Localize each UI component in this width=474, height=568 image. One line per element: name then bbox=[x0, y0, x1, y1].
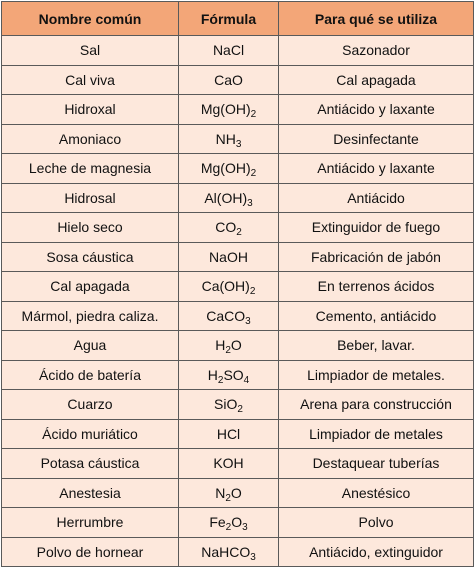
use-cell: Polvo bbox=[279, 508, 474, 538]
formula-symbol: O bbox=[231, 514, 243, 531]
use-cell: Antiácido bbox=[279, 183, 474, 213]
formula-cell bbox=[179, 331, 279, 361]
formula-symbol: Fe bbox=[209, 514, 226, 531]
table-row bbox=[2, 183, 474, 213]
formula-subscript: 3 bbox=[245, 315, 251, 327]
formula-subscript: 2 bbox=[225, 345, 231, 357]
table-row bbox=[2, 95, 474, 125]
table-row bbox=[2, 478, 474, 508]
formula-symbol: CaCO bbox=[206, 307, 246, 324]
common-name-cell: Polvo de hornear bbox=[2, 537, 179, 567]
common-name-cell: Hidroxal bbox=[2, 95, 179, 125]
table-row bbox=[2, 124, 474, 154]
formula-symbol: NaHCO bbox=[201, 543, 251, 560]
formula-symbol: H bbox=[207, 366, 218, 383]
formula-subscript: 2 bbox=[225, 522, 232, 534]
formula-subscript: 2 bbox=[237, 404, 243, 416]
formula-symbol: H bbox=[215, 337, 226, 354]
table-row bbox=[2, 331, 474, 361]
use-cell: Cemento, antiácido bbox=[279, 301, 474, 331]
header-formula: Fórmula bbox=[179, 2, 279, 36]
formula-symbol: NaOH bbox=[209, 248, 248, 265]
formula-cell bbox=[179, 360, 279, 390]
formula-symbol: Mg(OH) bbox=[200, 160, 251, 177]
table-row bbox=[2, 390, 474, 420]
formula-symbol: Al(OH) bbox=[204, 189, 248, 206]
common-name-cell: Cal viva bbox=[2, 65, 179, 95]
table-row bbox=[2, 272, 474, 302]
formula-symbol: NH bbox=[215, 130, 236, 147]
table-row bbox=[2, 242, 474, 272]
common-name-cell: Cal apagada bbox=[2, 272, 179, 302]
formula-symbol: N bbox=[215, 484, 226, 501]
formula-cell bbox=[179, 478, 279, 508]
common-name-cell: Ácido de batería bbox=[2, 360, 179, 390]
common-name-cell: Amoniaco bbox=[2, 124, 179, 154]
table-row bbox=[2, 65, 474, 95]
common-name-cell: Hielo seco bbox=[2, 213, 179, 243]
table-row bbox=[2, 360, 474, 390]
common-name-cell: Hidrosal bbox=[2, 183, 179, 213]
formula-symbol: SO bbox=[223, 366, 244, 383]
formula-cell bbox=[179, 213, 279, 243]
common-name-cell: Sosa cáustica bbox=[2, 242, 179, 272]
formula-cell bbox=[179, 65, 279, 95]
formula-cell bbox=[179, 508, 279, 538]
formula-symbol: Mg(OH) bbox=[200, 101, 251, 118]
formula-cell bbox=[179, 537, 279, 567]
formula-cell bbox=[179, 183, 279, 213]
common-name-cell: Leche de magnesia bbox=[2, 154, 179, 184]
common-name-cell: Potasa cáustica bbox=[2, 449, 179, 479]
table-row bbox=[2, 36, 474, 66]
table-row bbox=[2, 449, 474, 479]
use-cell: Sazonador bbox=[279, 36, 474, 66]
formula-symbol: O bbox=[230, 484, 242, 501]
header-row bbox=[2, 2, 474, 36]
formula-cell bbox=[179, 242, 279, 272]
formula-subscript: 2 bbox=[217, 374, 224, 386]
table-row bbox=[2, 154, 474, 184]
table-row bbox=[2, 419, 474, 449]
use-cell: En terrenos ácidos bbox=[279, 272, 474, 302]
formula-cell bbox=[179, 95, 279, 125]
formula-cell bbox=[179, 154, 279, 184]
formula-symbol: KOH bbox=[213, 455, 244, 472]
formula-symbol: Ca(OH) bbox=[201, 278, 250, 295]
use-cell: Arena para construcción bbox=[279, 390, 474, 420]
formula-subscript: 3 bbox=[242, 522, 248, 534]
use-cell: Cal apagada bbox=[279, 65, 474, 95]
use-cell: Limpiador de metales bbox=[279, 419, 474, 449]
compounds-table bbox=[1, 1, 474, 567]
common-name-cell: Anestesia bbox=[2, 478, 179, 508]
header-use: Para qué se utiliza bbox=[279, 2, 474, 36]
formula-symbol: HCl bbox=[216, 425, 241, 442]
formula-subscript: 3 bbox=[235, 138, 242, 150]
use-cell: Beber, lavar. bbox=[279, 331, 474, 361]
common-name-cell: Sal bbox=[2, 36, 179, 66]
use-cell: Antiácido, extinguidor bbox=[279, 537, 474, 567]
use-cell: Destaquear tuberías bbox=[279, 449, 474, 479]
use-cell: Antiácido y laxante bbox=[279, 95, 474, 125]
formula-subscript: 3 bbox=[250, 551, 256, 563]
formula-cell bbox=[179, 419, 279, 449]
table-body bbox=[2, 36, 474, 567]
formula-symbol: CO bbox=[215, 219, 237, 236]
formula-subscript: 2 bbox=[236, 227, 242, 239]
formula-cell bbox=[179, 272, 279, 302]
formula-cell bbox=[179, 390, 279, 420]
formula-cell bbox=[179, 124, 279, 154]
common-name-cell: Ácido muriático bbox=[2, 419, 179, 449]
formula-symbol: SiO bbox=[214, 396, 238, 413]
common-name-cell: Herrumbre bbox=[2, 508, 179, 538]
formula-subscript: 2 bbox=[225, 492, 231, 504]
formula-symbol: NaCl bbox=[212, 42, 245, 59]
table-row bbox=[2, 537, 474, 567]
formula-symbol: CaO bbox=[214, 71, 243, 88]
formula-subscript: 2 bbox=[250, 168, 257, 180]
formula-subscript: 3 bbox=[247, 197, 253, 209]
formula-cell bbox=[179, 36, 279, 66]
common-name-cell: Mármol, piedra caliza. bbox=[2, 301, 179, 331]
table-row bbox=[2, 213, 474, 243]
use-cell: Antiácido y laxante bbox=[279, 154, 474, 184]
use-cell: Anestésico bbox=[279, 478, 474, 508]
formula-subscript: 2 bbox=[249, 286, 256, 298]
formula-cell bbox=[179, 449, 279, 479]
common-name-cell: Cuarzo bbox=[2, 390, 179, 420]
formula-subscript: 4 bbox=[243, 374, 250, 386]
common-name-cell: Agua bbox=[2, 331, 179, 361]
use-cell: Limpiador de metales. bbox=[279, 360, 474, 390]
use-cell: Desinfectante bbox=[279, 124, 474, 154]
header-common-name: Nombre común bbox=[2, 2, 179, 36]
table-row bbox=[2, 508, 474, 538]
formula-symbol: O bbox=[230, 337, 242, 354]
use-cell: Extinguidor de fuego bbox=[279, 213, 474, 243]
use-cell: Fabricación de jabón bbox=[279, 242, 474, 272]
table-row bbox=[2, 301, 474, 331]
formula-subscript: 2 bbox=[250, 109, 257, 121]
formula-cell bbox=[179, 301, 279, 331]
